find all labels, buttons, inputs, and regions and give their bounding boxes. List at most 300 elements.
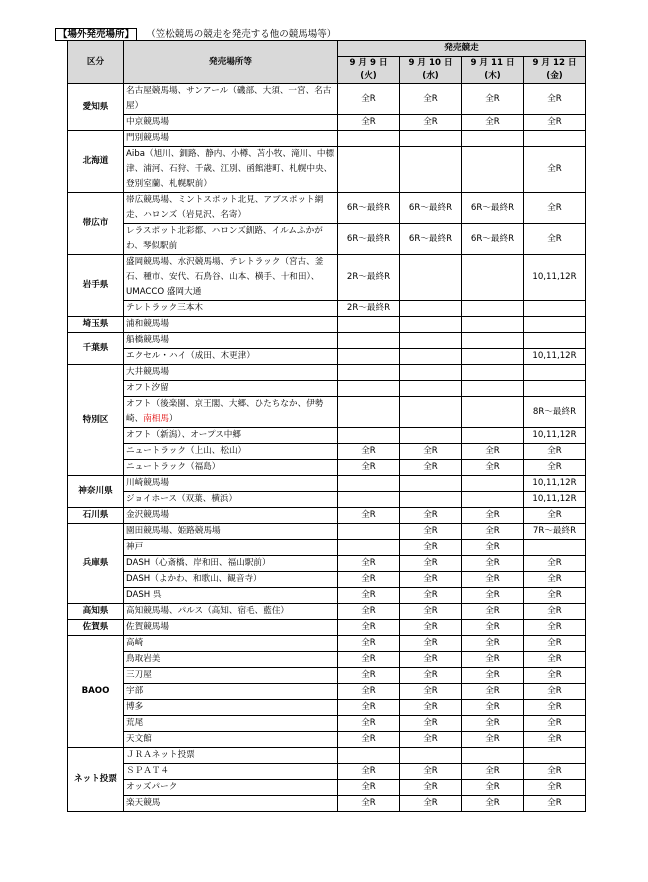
race-cell-day-3: 全R [462,668,524,684]
race-cell-day-4: 10,11,12R [524,428,586,444]
table-row [68,224,586,255]
race-cell-day-4 [524,333,586,349]
venue-text: 高崎 [126,638,144,648]
race-cell-day-4: 8R～最終R [524,397,586,428]
table-row [68,508,586,524]
venue-text: 船橋競馬場 [126,335,169,345]
venue-text: 中京競馬場 [126,117,169,127]
header-day-1 [338,57,400,84]
race-cell-day-1: 全R [338,652,400,668]
venue-text: 楽天競馬 [126,798,161,808]
race-cell-day-2 [400,476,462,492]
table-row [68,620,586,636]
venue-cell [124,476,338,492]
table-row [68,460,586,476]
venue-text: レラスポット北彩都、ハロンズ釧路、イルムふかがわ、琴似駅前 [126,226,323,251]
race-cell-day-3: 6R～最終R [462,193,524,224]
region-cell: 兵庫県 [68,524,124,604]
race-cell-day-1: 全R [338,572,400,588]
race-cell-day-4: 全R [524,764,586,780]
venue-cell [124,444,338,460]
table-row [68,131,586,147]
race-cell-day-2: 全R [400,460,462,476]
race-cell-day-4: 全R [524,716,586,732]
venue-cell [124,540,338,556]
race-cell-day-3: 全R [462,115,524,131]
table-row [68,147,586,193]
race-cell-day-1: 全R [338,556,400,572]
venue-cell [124,716,338,732]
race-cell-day-4: 10,11,12R [524,476,586,492]
race-cell-day-3 [462,381,524,397]
venue-text: 園田競馬場、姫路競馬場 [126,526,221,536]
race-cell-day-4: 全R [524,668,586,684]
venue-cell [124,193,338,224]
venue-cell [124,684,338,700]
race-cell-day-3 [462,255,524,301]
race-cell-day-1: 2R～最終R [338,255,400,301]
race-cell-day-1: 全R [338,115,400,131]
region-cell: 千葉県 [68,333,124,365]
race-cell-day-3 [462,131,524,147]
venue-cell [124,428,338,444]
venue-text: 大井競馬場 [126,367,169,377]
race-cell-day-3: 6R～最終R [462,224,524,255]
race-cell-day-2: 全R [400,604,462,620]
venue-text: 佐賀競馬場 [126,622,169,632]
venue-cell [124,796,338,812]
venue-cell [124,604,338,620]
venue-text: 門別競馬場 [126,133,169,143]
race-cell-day-3: 全R [462,604,524,620]
race-cell-day-4: 10,11,12R [524,349,586,365]
venue-text: DASH（心斎橋、岸和田、福山駅前） [126,558,271,568]
race-cell-day-1 [338,333,400,349]
race-cell-day-3: 全R [462,84,524,115]
race-cell-day-3: 全R [462,444,524,460]
section-title: 【場外発売場所】 [55,28,137,41]
race-cell-day-4 [524,317,586,333]
race-cell-day-3 [462,317,524,333]
venue-cell [124,732,338,748]
race-cell-day-2: 6R～最終R [400,193,462,224]
race-cell-day-3: 全R [462,588,524,604]
race-cell-day-4: 全R [524,572,586,588]
race-cell-day-1: 2R～最終R [338,301,400,317]
table-row [68,572,586,588]
table-row [68,397,586,428]
race-cell-day-2 [400,255,462,301]
race-cell-day-2: 全R [400,588,462,604]
race-cell-day-4 [524,131,586,147]
venue-cell [124,147,338,193]
venue-cell [124,652,338,668]
race-cell-day-2: 全R [400,524,462,540]
table-row [68,700,586,716]
region-cell: 特別区 [68,365,124,476]
venue-text: 宇部 [126,686,144,696]
race-cell-day-4: 全R [524,636,586,652]
table-row [68,540,586,556]
table-row [68,748,586,764]
header-region: 区分 [68,41,124,84]
race-cell-day-3: 全R [462,652,524,668]
race-cell-day-1: 6R～最終R [338,224,400,255]
race-cell-day-2 [400,131,462,147]
day-weekday: (火) [360,71,377,81]
race-cell-day-2 [400,365,462,381]
venue-text-tail: ） [169,414,178,424]
race-cell-day-4 [524,301,586,317]
venue-cell [124,524,338,540]
race-cell-day-4: 全R [524,684,586,700]
venue-text: 金沢競馬場 [126,510,169,520]
race-cell-day-3: 全R [462,540,524,556]
race-cell-day-1 [338,540,400,556]
table-row [68,636,586,652]
race-cell-day-2: 全R [400,620,462,636]
race-cell-day-1: 全R [338,508,400,524]
race-cell-day-2: 全R [400,508,462,524]
venue-text: ニュートラック（福島） [126,462,221,472]
race-cell-day-3 [462,492,524,508]
venue-cell [124,460,338,476]
venue-highlight-text: 南相馬 [143,414,169,424]
table-row [68,476,586,492]
venue-text: 天文館 [126,734,152,744]
race-cell-day-2: 全R [400,556,462,572]
race-cell-day-1: 全R [338,460,400,476]
race-cell-day-3: 全R [462,716,524,732]
venue-cell [124,349,338,365]
table-row [68,115,586,131]
region-cell: 帯広市 [68,193,124,255]
race-cell-day-1: 全R [338,684,400,700]
race-cell-day-2: 全R [400,780,462,796]
header-day-4 [524,57,586,84]
race-cell-day-4 [524,381,586,397]
day-weekday: (木) [484,71,501,81]
race-cell-day-1 [338,476,400,492]
race-cell-day-2: 全R [400,652,462,668]
race-cell-day-1: 6R～最終R [338,193,400,224]
venue-cell [124,84,338,115]
region-cell: 神奈川県 [68,476,124,508]
race-cell-day-3: 全R [462,556,524,572]
race-cell-day-1: 全R [338,764,400,780]
table-row [68,588,586,604]
race-cell-day-3: 全R [462,636,524,652]
region-cell: 高知県 [68,604,124,620]
race-cell-day-4: 全R [524,700,586,716]
venue-cell [124,131,338,147]
race-cell-day-1: 全R [338,444,400,460]
race-cell-day-3: 全R [462,508,524,524]
race-cell-day-1 [338,428,400,444]
venue-cell [124,556,338,572]
venue-cell [124,572,338,588]
race-cell-day-4 [524,748,586,764]
venue-cell [124,224,338,255]
venue-text: ジョイホース（双葉、横浜） [126,494,238,504]
race-cell-day-2: 全R [400,700,462,716]
race-cell-day-1 [338,492,400,508]
venue-text: オフト（後楽園、京王閣、大郷、ひたちなか、伊勢崎、 [126,399,324,424]
race-cell-day-2: 6R～最終R [400,224,462,255]
venue-text: オフト（新潟）、オープス中郷 [126,430,241,440]
race-cell-day-3 [462,301,524,317]
race-cell-day-2: 全R [400,540,462,556]
race-cell-day-1 [338,147,400,193]
table-row [68,652,586,668]
race-cell-day-2 [400,397,462,428]
venue-text: DASH（よかわ、和歌山、観音寺） [126,574,262,584]
race-cell-day-2: 全R [400,796,462,812]
venue-text: ＪＲＡネット投票 [126,750,195,760]
venue-cell [124,668,338,684]
race-cell-day-2: 全R [400,572,462,588]
race-cell-day-4: 全R [524,588,586,604]
race-cell-day-2: 全R [400,636,462,652]
table-header [68,41,586,84]
venue-text: オフト汐留 [126,383,169,393]
venue-cell [124,381,338,397]
race-cell-day-4: 10,11,12R [524,492,586,508]
race-cell-day-1: 全R [338,588,400,604]
region-cell: ネット投票 [68,748,124,812]
table-row [68,492,586,508]
table-row [68,84,586,115]
venue-text: テレトラック三本木 [126,303,204,313]
race-cell-day-3: 全R [462,732,524,748]
table-row [68,732,586,748]
race-cell-day-4: 全R [524,732,586,748]
race-cell-day-3 [462,397,524,428]
venue-text: 博多 [126,702,144,712]
race-cell-day-2: 全R [400,668,462,684]
venue-text: DASH 呉 [126,590,162,600]
region-cell: 石川県 [68,508,124,524]
race-cell-day-1 [338,349,400,365]
race-cell-day-4: 10,11,12R [524,255,586,301]
race-cell-day-2: 全R [400,764,462,780]
table-row [68,780,586,796]
region-cell: 岩手県 [68,255,124,317]
venue-cell [124,397,338,428]
race-cell-day-4 [524,540,586,556]
race-cell-day-4: 全R [524,780,586,796]
table-body [68,84,586,812]
region-cell: BAOO [68,636,124,748]
venue-cell [124,492,338,508]
venue-cell [124,588,338,604]
race-cell-day-3 [462,748,524,764]
day-weekday: (金) [546,71,563,81]
race-cell-day-3 [462,428,524,444]
header-day-3 [462,57,524,84]
race-cell-day-1 [338,748,400,764]
table-row [68,604,586,620]
venue-cell [124,317,338,333]
table-row [68,524,586,540]
table-row [68,716,586,732]
race-cell-day-2: 全R [400,732,462,748]
race-cell-day-4: 全R [524,115,586,131]
table-row [68,349,586,365]
table-row [68,684,586,700]
day-date: 9 月 11 日 [470,58,515,68]
race-cell-day-3: 全R [462,780,524,796]
race-cell-day-3: 全R [462,460,524,476]
venue-schedule-table [67,40,586,812]
race-cell-day-1: 全R [338,796,400,812]
table-row [68,556,586,572]
venue-text: 浦和競馬場 [126,319,169,329]
table-row [68,193,586,224]
race-cell-day-3: 全R [462,700,524,716]
header-day-2 [400,57,462,84]
race-cell-day-4: 全R [524,224,586,255]
day-date: 9 月 12 日 [532,58,577,68]
venue-cell [124,115,338,131]
race-cell-day-1: 全R [338,84,400,115]
venue-text: 神戸 [126,542,144,552]
race-cell-day-4: 全R [524,620,586,636]
venue-text: 名古屋競馬場、サンアール（磯部、大須、一宮、名古屋） [126,86,332,111]
venue-text: エクセル・ハイ（成田、木更津） [126,351,255,361]
race-cell-day-3: 全R [462,572,524,588]
table-row [68,796,586,812]
race-cell-day-2: 全R [400,684,462,700]
region-cell: 埼玉県 [68,317,124,333]
venue-text: 鳥取岩美 [126,654,161,664]
race-cell-day-3 [462,333,524,349]
venue-cell [124,365,338,381]
race-cell-day-2 [400,333,462,349]
venue-cell [124,700,338,716]
race-cell-day-1: 全R [338,668,400,684]
venue-text: Aiba（旭川、釧路、静内、小樽、苫小牧、滝川、中標津、浦河、石狩、千歳、江別、函館港町、札幌中央、登別室蘭、札幌駅前） [126,149,335,189]
table-row [68,444,586,460]
venue-text: 三刀屋 [126,670,152,680]
race-cell-day-1 [338,365,400,381]
race-cell-day-1: 全R [338,636,400,652]
race-cell-day-2 [400,147,462,193]
venue-cell [124,748,338,764]
venue-cell [124,636,338,652]
race-cell-day-1: 全R [338,620,400,636]
race-cell-day-4: 全R [524,444,586,460]
race-cell-day-4: 全R [524,460,586,476]
day-weekday: (水) [422,71,439,81]
table-row [68,428,586,444]
race-cell-day-4: 全R [524,652,586,668]
race-cell-day-4: 全R [524,193,586,224]
race-cell-day-2 [400,428,462,444]
venue-text: 盛岡競馬場、水沢競馬場、テレトラック（宮古、釜石、種市、安代、石鳥谷、山本、横手、十和田）、UMACCO 盛岡大通 [126,257,324,297]
race-cell-day-1: 全R [338,732,400,748]
race-cell-day-4: 全R [524,84,586,115]
table-row [68,317,586,333]
table-row [68,301,586,317]
venue-text: 荒尾 [126,718,144,728]
race-cell-day-1 [338,381,400,397]
day-date: 9 月 9 日 [349,58,388,68]
race-cell-day-2 [400,301,462,317]
table-row [68,668,586,684]
race-cell-day-4: 全R [524,556,586,572]
day-date: 9 月 10 日 [408,58,453,68]
race-cell-day-1 [338,397,400,428]
venue-text: ニュートラック（上山、松山） [126,446,247,456]
race-cell-day-3: 全R [462,684,524,700]
race-cell-day-1 [338,317,400,333]
race-cell-day-2 [400,349,462,365]
venue-text: ＳＰＡＴ４ [126,766,169,776]
table-row [68,365,586,381]
venue-cell [124,508,338,524]
race-cell-day-1: 全R [338,700,400,716]
table-row [68,255,586,301]
region-cell: 愛知県 [68,84,124,131]
race-cell-day-3: 全R [462,796,524,812]
race-cell-day-3 [462,476,524,492]
race-cell-day-4: 全R [524,508,586,524]
race-cell-day-3: 全R [462,620,524,636]
table-row [68,333,586,349]
document-heading [55,26,336,40]
race-cell-day-4: 全R [524,147,586,193]
venue-text: オッズパーク [126,782,178,792]
venue-cell [124,620,338,636]
race-cell-day-1: 全R [338,604,400,620]
race-cell-day-1 [338,524,400,540]
section-note: （笠松競馬の競走を発売する他の競馬場等） [151,29,337,40]
race-cell-day-1: 全R [338,780,400,796]
race-cell-day-3 [462,147,524,193]
race-cell-day-4: 全R [524,604,586,620]
race-cell-day-1: 全R [338,716,400,732]
venue-cell [124,301,338,317]
race-cell-day-2: 全R [400,115,462,131]
race-cell-day-4: 7R～最終R [524,524,586,540]
header-venue: 発売場所等 [124,41,338,84]
venue-text: 川崎競馬場 [126,478,169,488]
race-cell-day-2 [400,317,462,333]
venue-cell [124,333,338,349]
race-cell-day-2: 全R [400,84,462,115]
race-cell-day-3: 全R [462,524,524,540]
race-cell-day-2 [400,748,462,764]
race-cell-day-2 [400,381,462,397]
venue-text: 帯広競馬場、ミントスポット北見、アブスポット網走、ハロンズ（岩見沢、名寄） [126,195,324,220]
race-cell-day-4: 全R [524,796,586,812]
venue-cell [124,764,338,780]
race-cell-day-4 [524,365,586,381]
table-row [68,764,586,780]
race-cell-day-2: 全R [400,716,462,732]
venue-cell [124,780,338,796]
race-cell-day-2 [400,492,462,508]
region-cell: 佐賀県 [68,620,124,636]
header-race: 発売競走 [338,41,586,57]
race-cell-day-2: 全R [400,444,462,460]
venue-cell [124,255,338,301]
race-cell-day-3: 全R [462,764,524,780]
venue-text: 高知競馬場、パルス（高知、宿毛、藍住） [126,606,290,616]
region-cell: 北海道 [68,131,124,193]
table-row [68,381,586,397]
